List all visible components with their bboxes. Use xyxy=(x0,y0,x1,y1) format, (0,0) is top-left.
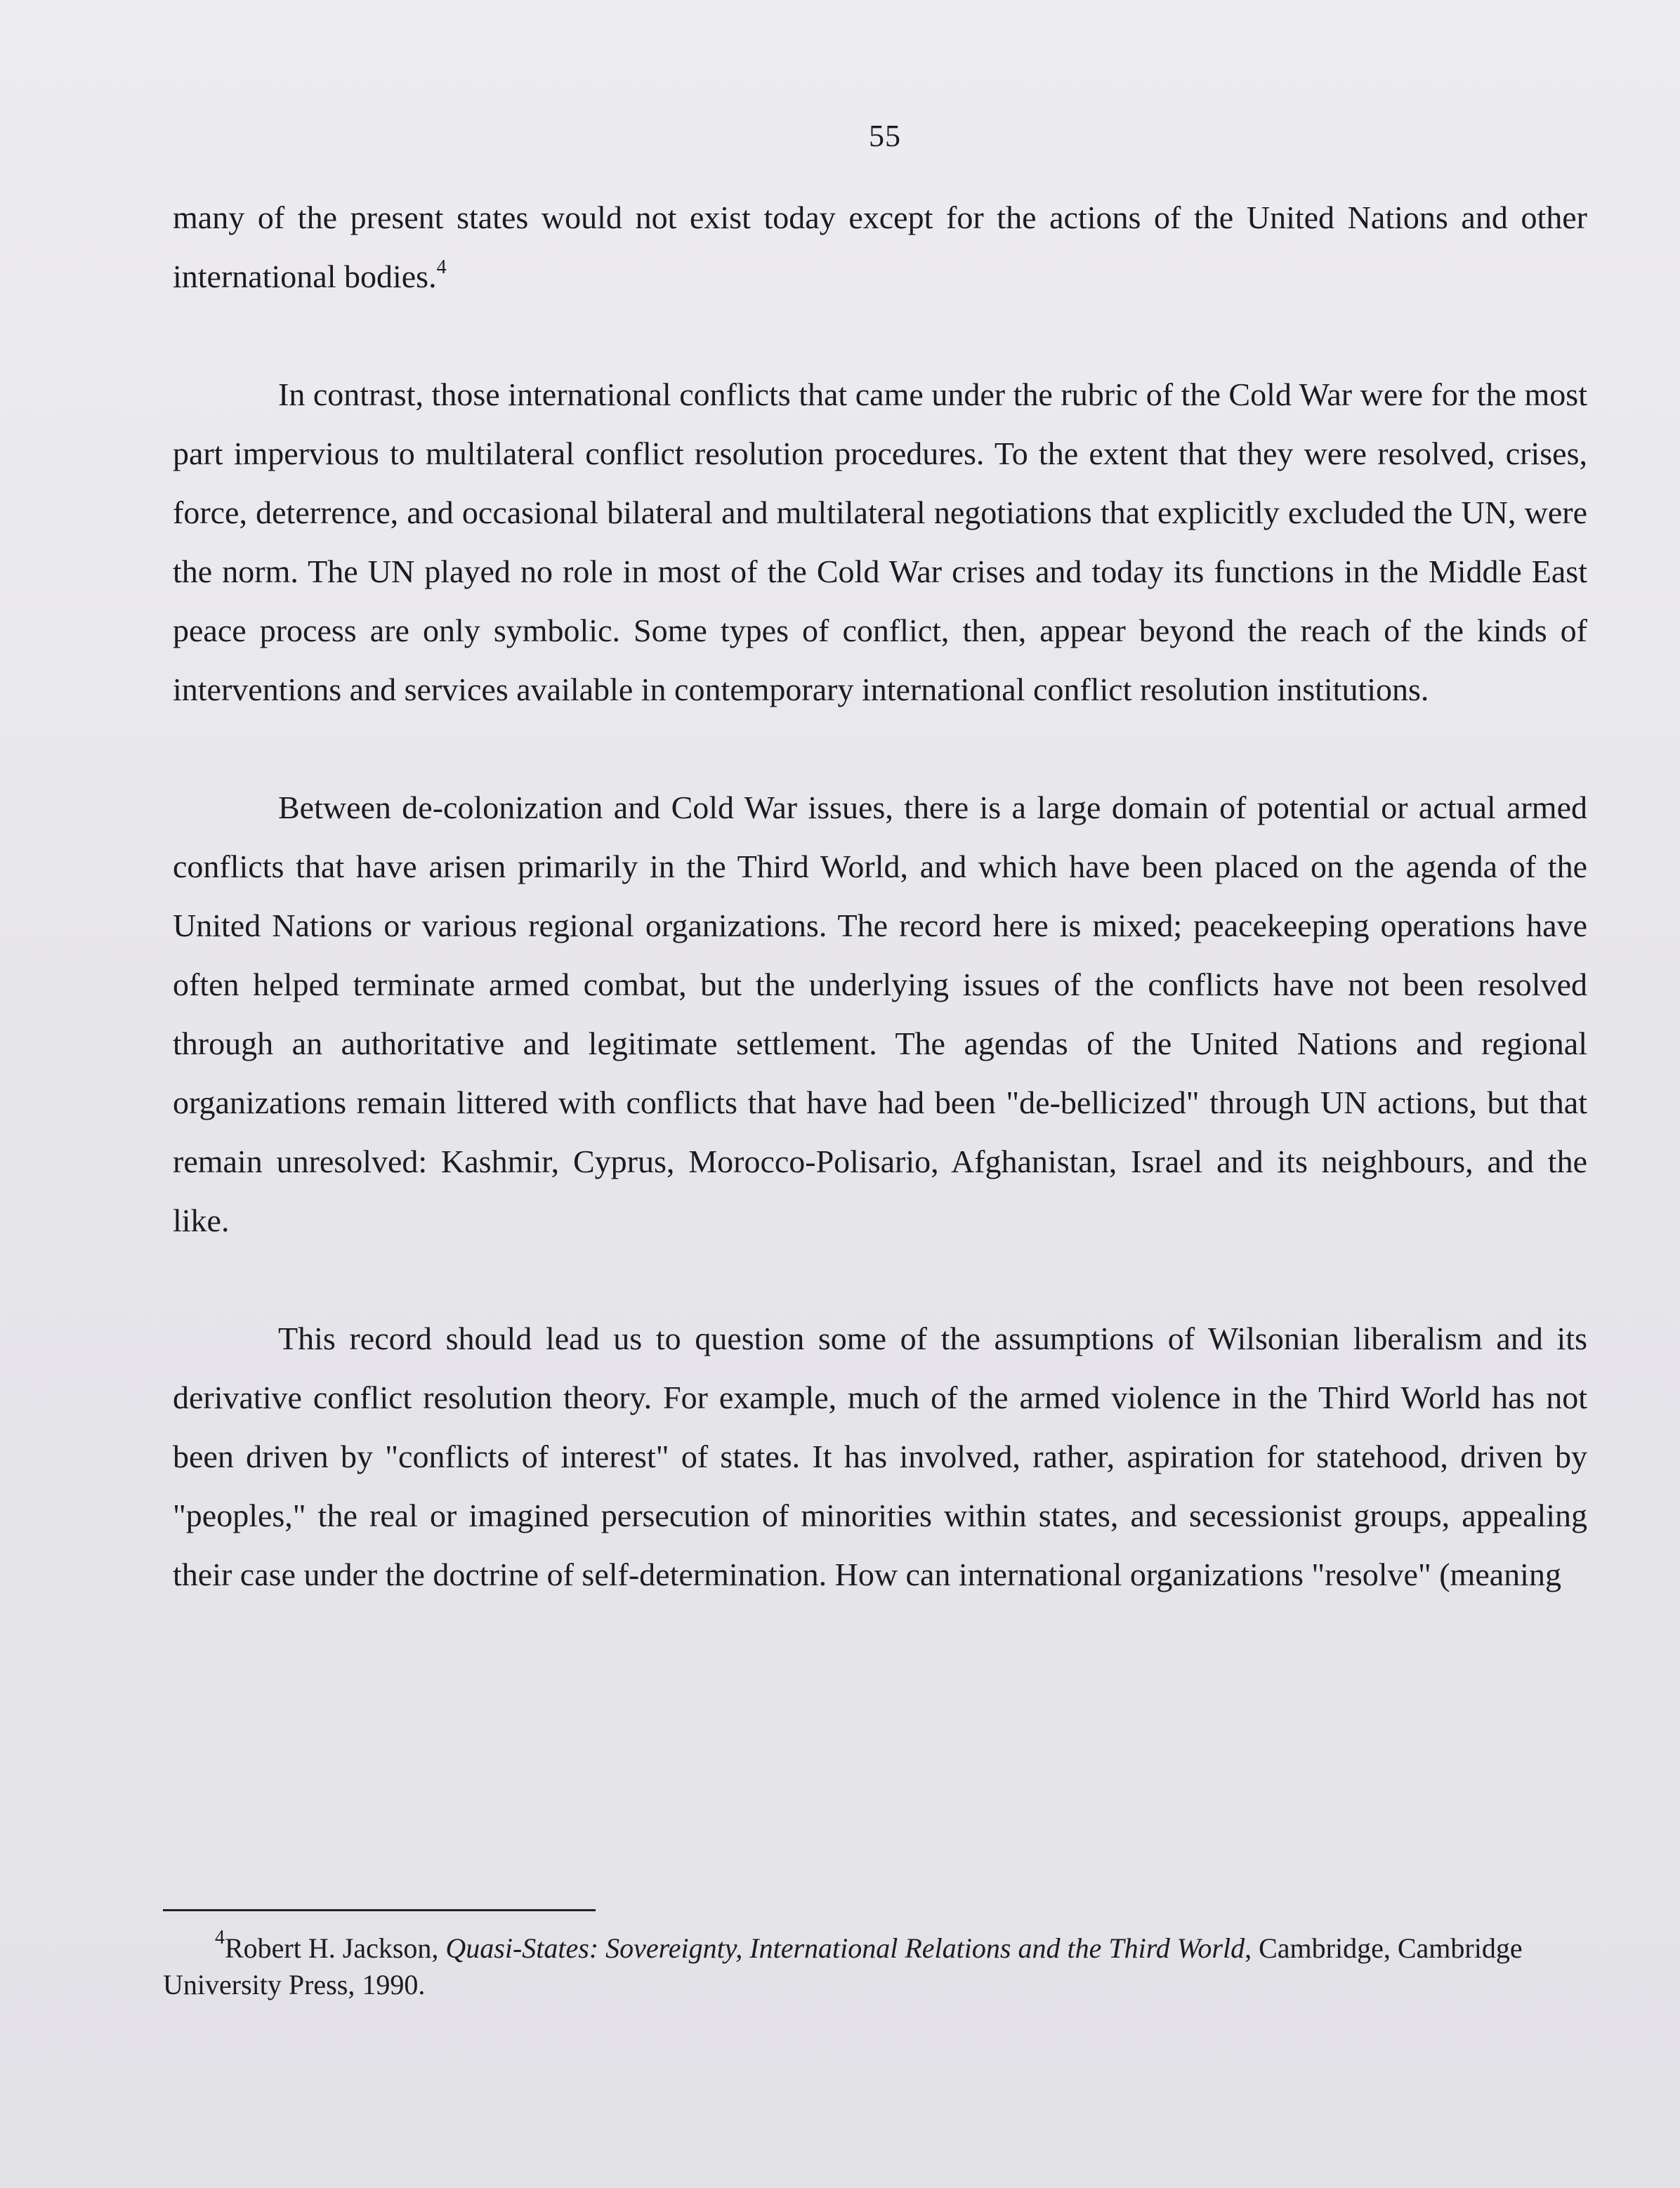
footnote-text xyxy=(163,1927,1596,2003)
paragraph-4-text: This record should lead us to question some of the assumptions of Wilsonian liberalism and its derivative conflict resolution theory. For example, much of the armed violence in the Third World has not been driven by "conflicts of interest" of states. It has involved, rather, aspiration for statehood, driven by "peoples," the real or imagined persecution of minorities within states, and secessionist groups, appealing their case under the doctrine of self-determination. How can international organizations "resolve" (meaning xyxy=(173,1321,1587,1592)
footnote xyxy=(163,1927,1596,2003)
body-text xyxy=(173,188,1587,1663)
footnote-author: Robert H. Jackson, xyxy=(225,1932,446,1964)
footnote-separator xyxy=(163,1909,596,1911)
paragraph-4 xyxy=(173,1309,1587,1604)
footnote-publication: , Cambridge, Cambridge University Press, 1990. xyxy=(163,1932,1523,2000)
paragraph-3 xyxy=(173,778,1587,1250)
paragraph-2-text: In contrast, those international conflicts that came under the rubric of the Cold War were for the most part impervious to multilateral conflict resolution procedures. To the extent that they were resolved, crises, force, deterrence, and occasional bilateral and multilateral negotiations that explicitly excluded the UN, were the norm. The UN played no role in most of the Cold War crises and today its functions in the Middle East peace process are only symbolic. Some types of conflict, then, appear beyond the reach of the kinds of interventions and services available in contemporary international conflict resolution institutions. xyxy=(173,376,1587,707)
page-number: 55 xyxy=(869,119,901,153)
paragraph-1 xyxy=(173,188,1587,306)
paragraph-3-text: Between de-colonization and Cold War issues, there is a large domain of potential or actual armed conflicts that have arisen primarily in the Third World, and which have been placed on the agenda of the United Nations or various regional organizations. The record here is mixed; peacekeeping operations have often helped terminate armed combat, but the underlying issues of the conflicts have not been resolved through an authoritative and legitimate settlement. The agendas of the United Nations and regional organizations remain littered with conflicts that have had been "de-bellicized" through UN actions, but that remain unresolved: Kashmir, Cyprus, Morocco-Polisario, Afghanistan, Israel and its neighbours, and the like. xyxy=(173,790,1587,1238)
paragraph-2 xyxy=(173,365,1587,719)
footnote-reference[interactable]: 4 xyxy=(436,256,447,278)
footnote-title: Quasi-States: Sovereignty, International Relations and the Third World xyxy=(445,1932,1245,1964)
footnote-marker: 4 xyxy=(215,1927,225,1948)
paragraph-1-text: many of the present states would not exist today except for the actions of the United Nations and other international bodies. xyxy=(173,199,1587,294)
